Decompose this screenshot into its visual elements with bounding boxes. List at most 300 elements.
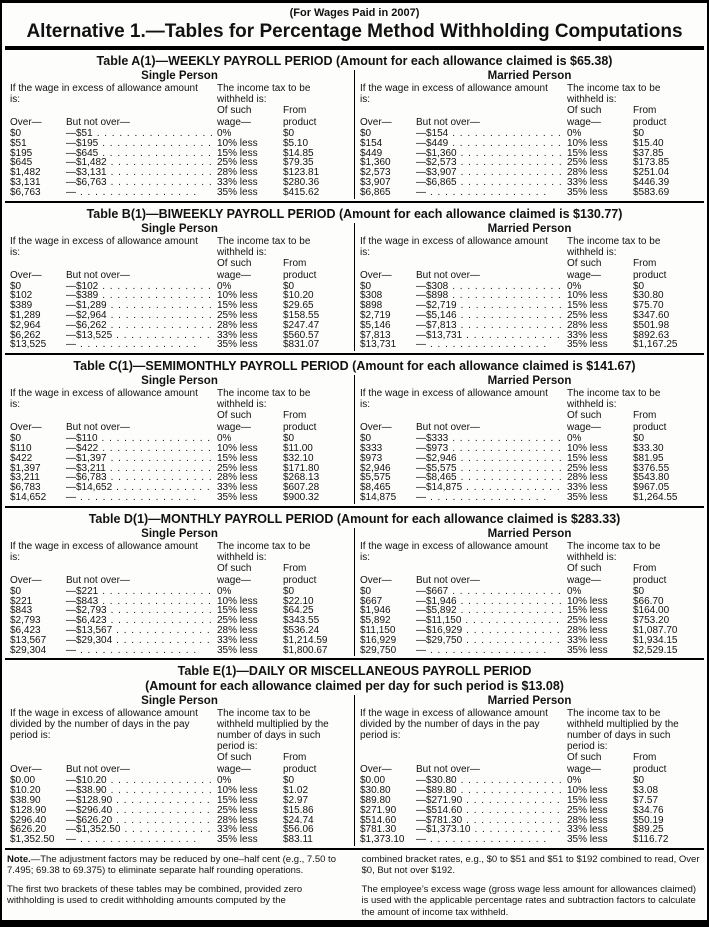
column-headers bbox=[10, 236, 349, 269]
cell-rate: 0% bbox=[567, 775, 582, 787]
cell-rate: 28% less bbox=[567, 472, 608, 484]
col-but-not-over-label: But not over— bbox=[416, 764, 480, 776]
footnote-right-column bbox=[362, 854, 703, 919]
table-halves bbox=[5, 695, 704, 846]
column-header-wage-excess: If the wage in excess of allowance amount is: bbox=[10, 83, 198, 105]
cell-rate: 28% less bbox=[217, 814, 258, 826]
but-not-over-value: —$102 bbox=[66, 280, 99, 292]
column-header-wage-excess: If the wage in excess of allowance amount is: bbox=[360, 540, 548, 563]
cell-rate: 15% less bbox=[217, 605, 258, 617]
column-header-tax-withheld-group bbox=[217, 708, 349, 763]
cell-product: $37.85 bbox=[633, 147, 664, 159]
column-header-tax-withheld: The income tax to be withheld is: bbox=[217, 235, 311, 258]
col-product-label: product bbox=[633, 574, 667, 586]
cell-product: $14.85 bbox=[283, 147, 314, 159]
cell-product: $280.36 bbox=[283, 176, 320, 188]
column-header-tax-withheld-group bbox=[217, 236, 349, 269]
dot-leader bbox=[111, 158, 213, 168]
but-not-over-value: —$13,525 bbox=[66, 329, 113, 341]
subcol-line-1 bbox=[567, 752, 699, 763]
cell-rate: 0% bbox=[217, 433, 232, 445]
cell-over: $0 bbox=[10, 585, 22, 597]
cell-product: $15.86 bbox=[283, 804, 314, 816]
cell-rate: 25% less bbox=[567, 804, 608, 816]
but-not-over-value: —$29,750 bbox=[416, 634, 463, 646]
cell-over: $449 bbox=[360, 147, 383, 159]
dot-leader bbox=[116, 796, 213, 806]
table-title-line: Table B(1)—BIWEEKLY PAYROLL PERIOD (Amount for each allowance claimed is $130.77) bbox=[86, 206, 623, 221]
cell-product: $560.57 bbox=[283, 329, 320, 341]
cell-rate: 33% less bbox=[567, 176, 608, 188]
cell-but-not-over bbox=[416, 636, 567, 646]
column-header-wage-excess: If the wage in excess of allowance amount is: bbox=[360, 83, 548, 105]
cell-over: $2,793 bbox=[10, 615, 41, 627]
but-not-over-value: —$308 bbox=[416, 280, 449, 292]
cell-rate: 25% less bbox=[567, 462, 608, 474]
dot-leader bbox=[452, 291, 563, 301]
dot-leader bbox=[111, 321, 213, 331]
col-over-label: Over— bbox=[10, 764, 42, 776]
but-not-over-value: —$221 bbox=[66, 585, 99, 597]
cell-but-not-over bbox=[416, 178, 567, 188]
column-header-wage-excess: If the wage in excess of allowance amount is: bbox=[10, 540, 198, 563]
dot-leader bbox=[466, 626, 563, 636]
column-headers bbox=[10, 83, 349, 116]
cell-rate: 15% less bbox=[567, 794, 608, 806]
cell-rate: 25% less bbox=[217, 615, 258, 627]
but-not-over-value: —$2,946 bbox=[416, 452, 457, 464]
cell-over: $14,652 bbox=[10, 491, 47, 503]
col-wage-label: wage— bbox=[217, 117, 251, 128]
cell-product: $11.00 bbox=[283, 442, 313, 454]
cell-rate: 10% less bbox=[567, 442, 608, 454]
but-not-over-value: —$781.30 bbox=[416, 814, 463, 826]
but-not-over-value: — bbox=[416, 339, 426, 351]
cell-over: $0 bbox=[360, 585, 372, 597]
cell-product: $376.55 bbox=[633, 462, 670, 474]
cell-over: $0 bbox=[360, 128, 372, 139]
cell-product: $753.20 bbox=[633, 615, 670, 627]
cell-but-not-over bbox=[416, 646, 567, 656]
person-heading: Single Person bbox=[141, 375, 218, 388]
table-C-single-half bbox=[5, 375, 354, 504]
cell-product: $2.97 bbox=[283, 794, 309, 806]
subcol-of-such: Of such bbox=[217, 257, 252, 269]
subcol-from: From bbox=[283, 257, 307, 269]
cell-product: $967.05 bbox=[633, 482, 670, 494]
cell-over: $6,262 bbox=[10, 329, 41, 341]
cell-product: $24.74 bbox=[283, 814, 314, 826]
cell-product: $0 bbox=[633, 128, 645, 139]
cell-rate: 0% bbox=[567, 433, 582, 445]
person-heading: Married Person bbox=[487, 695, 572, 708]
cell-over: $8,465 bbox=[360, 482, 391, 494]
dot-leader bbox=[102, 444, 213, 454]
dot-leader bbox=[461, 473, 563, 483]
cell-rate: 28% less bbox=[217, 319, 258, 331]
column-header-tax-withheld-group bbox=[217, 541, 349, 574]
col-wage-label: wage— bbox=[217, 422, 251, 434]
table-A-single-half bbox=[5, 70, 354, 199]
column-header-tax-withheld-group bbox=[567, 83, 699, 116]
subcol-line-1 bbox=[567, 563, 699, 574]
cell-product: $22.10 bbox=[283, 595, 314, 607]
col-over-label: Over— bbox=[10, 117, 42, 128]
cell-product: $1,264.55 bbox=[633, 491, 678, 503]
cell-rate: 28% less bbox=[567, 814, 608, 826]
subcol-line-1 bbox=[567, 410, 699, 421]
table-rows bbox=[10, 434, 349, 503]
subcol-line-1 bbox=[217, 258, 349, 269]
col-over-label: Over— bbox=[360, 574, 392, 586]
column-header-tax-withheld: The income tax to be withheld is: bbox=[217, 540, 311, 563]
column-header-wage-excess: If the wage in excess of allowance amount is: bbox=[360, 235, 548, 258]
cell-over: $0 bbox=[10, 280, 22, 292]
but-not-over-value: —$5,575 bbox=[416, 462, 457, 474]
table-rows bbox=[10, 587, 349, 656]
dot-leader bbox=[102, 434, 213, 444]
table-section-D bbox=[5, 508, 704, 661]
subcol-from: From bbox=[283, 410, 307, 422]
dot-leader bbox=[452, 587, 563, 597]
but-not-over-value: — bbox=[66, 339, 76, 351]
cell-but-not-over bbox=[66, 483, 217, 493]
cell-over: $14,875 bbox=[360, 491, 397, 503]
cell-rate: 0% bbox=[217, 585, 232, 597]
cell-rate: 33% less bbox=[217, 329, 258, 341]
col-wage-label: wage— bbox=[217, 764, 251, 776]
cell-rate: 10% less bbox=[217, 785, 258, 797]
cell-over: $16,929 bbox=[360, 634, 397, 646]
column-header-tax-withheld-group bbox=[567, 388, 699, 421]
subcol-line-1 bbox=[567, 105, 699, 116]
cell-rate: 10% less bbox=[567, 785, 608, 797]
col-wage-label: wage— bbox=[217, 574, 251, 586]
table-D-single-half bbox=[5, 528, 354, 657]
cell-rate: 10% less bbox=[567, 595, 608, 607]
column-headers bbox=[10, 708, 349, 763]
dot-leader bbox=[111, 301, 213, 311]
column-headers bbox=[360, 388, 699, 421]
person-heading: Married Person bbox=[487, 70, 572, 82]
table-title-line: Table D(1)—MONTHLY PAYROLL PERIOD (Amount for each allowance claimed is $283.33) bbox=[88, 511, 621, 526]
cell-rate: 25% less bbox=[217, 157, 258, 169]
column-labels-row bbox=[10, 764, 349, 776]
cell-rate: 35% less bbox=[217, 834, 258, 846]
table-row bbox=[360, 646, 699, 656]
cell-product: $5.10 bbox=[283, 137, 309, 149]
cell-over: $0 bbox=[10, 433, 22, 445]
but-not-over-value: —$110 bbox=[66, 433, 98, 445]
dot-leader bbox=[475, 825, 564, 835]
dot-leader bbox=[461, 454, 563, 464]
cell-over: $6,783 bbox=[10, 482, 41, 494]
dot-leader bbox=[111, 616, 213, 626]
but-not-over-value: —$422 bbox=[66, 442, 99, 454]
cell-rate: 10% less bbox=[217, 290, 258, 302]
subcol-from: From bbox=[283, 752, 307, 764]
cell-product: $1,087.70 bbox=[633, 624, 678, 636]
but-not-over-value: —$389 bbox=[66, 290, 99, 302]
dot-leader bbox=[466, 331, 563, 341]
cell-over: $389 bbox=[10, 300, 33, 312]
cell-product: $2,529.15 bbox=[633, 644, 678, 656]
footnote-left-p2: The first two brackets of these tables may be combined, provided zero withholding is used to credit withholding amounts computed by the bbox=[7, 883, 303, 907]
dot-leader bbox=[430, 188, 563, 198]
dot-leader bbox=[102, 282, 213, 292]
cell-over: $1,373.10 bbox=[360, 834, 405, 846]
dot-leader bbox=[461, 606, 563, 616]
but-not-over-value: —$3,907 bbox=[416, 167, 457, 179]
subcol-of-such: Of such bbox=[567, 410, 602, 422]
table-rows bbox=[360, 434, 699, 503]
cell-rate: 15% less bbox=[217, 794, 258, 806]
dot-leader bbox=[102, 149, 213, 159]
but-not-over-value: —$626.20 bbox=[66, 814, 113, 826]
table-title bbox=[5, 357, 704, 375]
col-product-label: product bbox=[283, 764, 317, 776]
cell-over: $296.40 bbox=[10, 814, 47, 826]
dot-leader bbox=[80, 493, 213, 503]
but-not-over-value: —$296.40 bbox=[66, 804, 113, 816]
doc-subtitle: (For Wages Paid in 2007) bbox=[289, 7, 420, 19]
cell-rate: 35% less bbox=[567, 644, 608, 656]
cell-rate: 35% less bbox=[567, 186, 608, 198]
column-labels-row bbox=[360, 422, 699, 434]
table-E-single-half bbox=[5, 695, 354, 846]
but-not-over-value: —$195 bbox=[66, 137, 99, 149]
cell-rate: 28% less bbox=[567, 167, 608, 179]
cell-rate: 33% less bbox=[567, 824, 608, 836]
but-not-over-value: —$14,652 bbox=[66, 482, 113, 494]
but-not-over-value: —$1,289 bbox=[66, 300, 107, 312]
cell-rate: 15% less bbox=[567, 452, 608, 464]
cell-rate: 25% less bbox=[567, 309, 608, 321]
table-halves bbox=[5, 70, 704, 199]
col-product-label: product bbox=[633, 764, 667, 776]
but-not-over-value: —$6,783 bbox=[66, 472, 107, 484]
cell-product: $831.07 bbox=[283, 339, 320, 351]
cell-rate: 33% less bbox=[217, 634, 258, 646]
cell-over: $3,211 bbox=[10, 472, 40, 484]
subcol-from: From bbox=[633, 257, 657, 269]
cell-over: $5,575 bbox=[360, 472, 391, 484]
cell-but-not-over bbox=[66, 646, 217, 656]
but-not-over-value: —$5,146 bbox=[416, 309, 457, 321]
column-header-tax-withheld-group bbox=[217, 83, 349, 116]
column-labels-row bbox=[10, 575, 349, 587]
cell-but-not-over bbox=[416, 493, 567, 503]
col-but-not-over-label: But not over— bbox=[416, 117, 480, 128]
dot-leader bbox=[110, 464, 213, 474]
column-header-wage-excess: If the wage in excess of allowance amount is: bbox=[10, 388, 198, 411]
column-header-tax-withheld: The income tax to be withheld is: bbox=[567, 83, 661, 105]
column-header-tax-withheld: The income tax to be withheld is: bbox=[567, 540, 661, 563]
cell-product: $50.19 bbox=[633, 814, 664, 826]
subcol-line-1 bbox=[217, 105, 349, 116]
dot-leader bbox=[465, 616, 563, 626]
cell-product: $66.70 bbox=[633, 595, 664, 607]
dot-leader bbox=[116, 331, 213, 341]
but-not-over-value: —$645 bbox=[66, 147, 99, 159]
col-over-label: Over— bbox=[10, 269, 42, 281]
cell-over: $1,482 bbox=[10, 167, 41, 179]
table-section-E bbox=[5, 660, 704, 850]
table-D-married-half bbox=[354, 528, 704, 657]
but-not-over-value: —$154 bbox=[416, 128, 449, 139]
col-product-label: product bbox=[633, 117, 667, 128]
but-not-over-value: —$13,567 bbox=[66, 624, 113, 636]
col-but-not-over-label: But not over— bbox=[66, 269, 130, 281]
but-not-over-value: —$38.90 bbox=[66, 785, 107, 797]
column-header-tax-withheld-group bbox=[217, 388, 349, 421]
cell-over: $3,907 bbox=[360, 176, 391, 188]
cell-over: $1,352.50 bbox=[10, 834, 55, 846]
but-not-over-value: — bbox=[416, 186, 426, 198]
cell-over: $6,423 bbox=[10, 624, 41, 636]
cell-but-not-over bbox=[416, 340, 567, 350]
column-header-tax-withheld: The income tax to be withheld is: bbox=[567, 235, 661, 258]
but-not-over-value: —$1,360 bbox=[416, 147, 457, 159]
but-not-over-value: —$1,397 bbox=[66, 452, 107, 464]
cell-over: $110 bbox=[10, 442, 32, 454]
dot-leader bbox=[111, 178, 213, 188]
but-not-over-value: —$2,793 bbox=[66, 605, 107, 617]
but-not-over-value: —$7,813 bbox=[416, 319, 457, 331]
table-rows bbox=[10, 129, 349, 198]
cell-product: $7.57 bbox=[633, 794, 659, 806]
subcol-of-such: Of such bbox=[567, 752, 602, 764]
col-over-label: Over— bbox=[360, 764, 392, 776]
table-row bbox=[360, 493, 699, 503]
cell-rate: 33% less bbox=[567, 634, 608, 646]
cell-rate: 0% bbox=[567, 280, 582, 292]
but-not-over-value: —$13,731 bbox=[416, 329, 463, 341]
cell-product: $900.32 bbox=[283, 491, 320, 503]
subcol-line-1 bbox=[217, 752, 349, 763]
table-section-A bbox=[5, 50, 704, 203]
cell-rate: 0% bbox=[217, 280, 232, 292]
col-product-label: product bbox=[283, 269, 317, 281]
cell-rate: 33% less bbox=[217, 176, 258, 188]
cell-rate: 28% less bbox=[217, 167, 258, 179]
dot-leader bbox=[466, 816, 563, 826]
footnote-note bbox=[7, 854, 348, 877]
dot-leader bbox=[102, 597, 213, 607]
col-wage-label: wage— bbox=[567, 117, 601, 128]
cell-product: $1.02 bbox=[283, 785, 309, 797]
cell-product: $3.08 bbox=[633, 785, 659, 797]
cell-product: $56.06 bbox=[283, 824, 314, 836]
cell-rate: 25% less bbox=[217, 309, 258, 321]
person-heading: Single Person bbox=[141, 527, 218, 540]
cell-product: $123.81 bbox=[283, 167, 320, 179]
but-not-over-value: — bbox=[66, 644, 76, 656]
table-title bbox=[5, 205, 704, 223]
cell-product: $0 bbox=[283, 585, 295, 597]
footnote-right-p2: The employee’s excess wage (gross wage less amount for allowances claimed) is used with the applicable percentage rates and subtraction factors to calculate the amount of income tax withheld. bbox=[361, 883, 697, 918]
subcol-from: From bbox=[283, 105, 307, 116]
table-title-line: (Amount for each allowance claimed per day for such period is $13.08) bbox=[145, 679, 564, 694]
dot-leader bbox=[102, 587, 213, 597]
col-but-not-over-label: But not over— bbox=[416, 574, 480, 586]
cell-over: $898 bbox=[360, 300, 383, 312]
col-wage-label: wage— bbox=[567, 764, 601, 776]
cell-over: $0 bbox=[10, 128, 22, 139]
cell-rate: 33% less bbox=[217, 482, 258, 494]
column-header-wage-excess: If the wage in excess of allowance amount divided by the number of days in the pay period is: bbox=[10, 708, 198, 742]
cell-over: $102 bbox=[10, 290, 33, 302]
cell-product: $173.85 bbox=[633, 157, 670, 169]
cell-but-not-over bbox=[66, 636, 217, 646]
table-rows bbox=[360, 587, 699, 656]
column-labels-row bbox=[360, 764, 699, 776]
cell-rate: 35% less bbox=[217, 186, 258, 198]
cell-but-not-over bbox=[416, 835, 567, 845]
but-not-over-value: —$1,352.50 bbox=[66, 824, 121, 836]
dot-leader bbox=[466, 796, 563, 806]
but-not-over-value: —$1,946 bbox=[416, 595, 457, 607]
subcol-from: From bbox=[633, 562, 657, 574]
cell-product: $116.72 bbox=[633, 834, 669, 846]
col-product-label: product bbox=[283, 422, 317, 434]
but-not-over-value: —$29,304 bbox=[66, 634, 113, 646]
cell-rate: 0% bbox=[567, 585, 582, 597]
doc-title: Alternative 1.—Tables for Percentage Method Withholding Computations bbox=[26, 21, 683, 42]
subcol-of-such: Of such bbox=[567, 105, 602, 116]
column-header-wage-excess: If the wage in excess of allowance amount is: bbox=[10, 235, 198, 258]
dot-leader bbox=[430, 646, 563, 656]
cell-over: $11,150 bbox=[360, 624, 396, 636]
cell-over: $0.00 bbox=[10, 775, 36, 787]
but-not-over-value: —$6,423 bbox=[66, 615, 107, 627]
col-over-label: Over— bbox=[360, 269, 392, 281]
but-not-over-value: —$898 bbox=[416, 290, 449, 302]
dot-leader bbox=[80, 188, 213, 198]
column-header-tax-withheld: The income tax to be withheld multiplied by the number of days in such period is: bbox=[567, 708, 679, 753]
subcol-from: From bbox=[283, 562, 307, 574]
cell-rate: 25% less bbox=[217, 462, 258, 474]
but-not-over-value: —$333 bbox=[416, 433, 449, 445]
cell-over: $51 bbox=[10, 137, 27, 149]
cell-product: $0 bbox=[283, 775, 295, 787]
cell-over: $973 bbox=[360, 452, 383, 464]
but-not-over-value: — bbox=[66, 186, 76, 198]
col-product-label: product bbox=[283, 574, 317, 586]
table-section-C bbox=[5, 355, 704, 508]
dot-leader bbox=[466, 806, 563, 816]
person-heading: Married Person bbox=[487, 375, 572, 388]
table-halves bbox=[5, 528, 704, 657]
cell-product: $415.62 bbox=[283, 186, 320, 198]
table-row bbox=[360, 835, 699, 845]
cell-rate: 28% less bbox=[217, 472, 258, 484]
cell-over: $5,892 bbox=[360, 615, 391, 627]
table-title bbox=[5, 662, 704, 695]
table-B-married-half bbox=[354, 223, 704, 352]
column-header-wage-excess: If the wage in excess of allowance amount divided by the number of days in the pay period is: bbox=[360, 708, 548, 742]
cell-product: $30.80 bbox=[633, 290, 664, 302]
but-not-over-value: —$843 bbox=[66, 595, 99, 607]
dot-leader bbox=[461, 786, 563, 796]
column-headers bbox=[10, 388, 349, 421]
but-not-over-value: —$1,373.10 bbox=[416, 824, 471, 836]
dot-leader bbox=[461, 464, 563, 474]
but-not-over-value: —$667 bbox=[416, 585, 449, 597]
footnotes bbox=[5, 850, 704, 919]
column-labels-row bbox=[10, 422, 349, 434]
cell-but-not-over bbox=[416, 331, 567, 341]
